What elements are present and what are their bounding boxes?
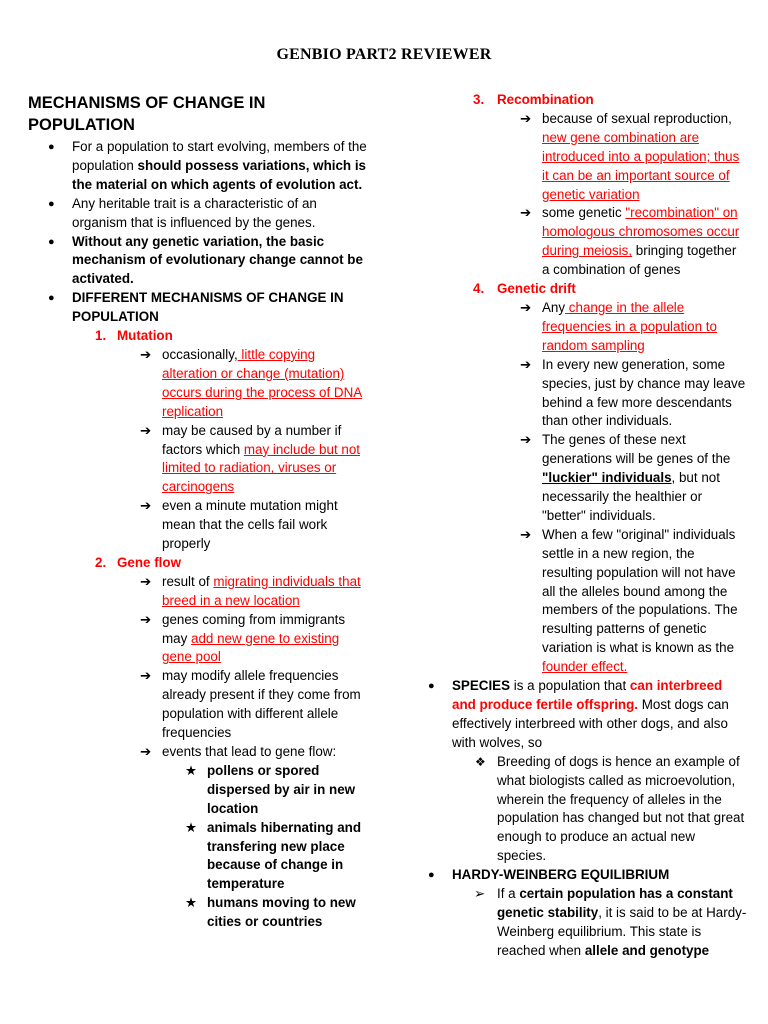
item-label: Gene flow [117,554,181,570]
numbered-item-recombination [427,91,747,110]
star-item [28,762,368,819]
text: humans moving to new cities or countries [207,895,356,930]
text: some genetic [542,205,626,221]
bullet-icon: ● [48,141,55,153]
arrow-icon: ➔ [140,573,152,589]
bullet-icon: ● [48,235,55,248]
list-item-different-mechanisms [28,289,368,327]
text: because of sexual reproduction, [542,110,732,126]
highlight-text: founder effect. [542,659,628,675]
bold-text: allele and genotype [584,942,710,958]
numbered-item-gene-flow [28,554,368,573]
item-number: 2. [95,554,107,570]
numbered-item-genetic-drift [427,280,747,299]
arrow-icon: ➔ [520,432,532,448]
triangle-arrow-icon: ➢ [474,886,486,902]
highlight-text: change in the allele frequencies in a population to random sampling [542,299,717,353]
text: is a population that [510,678,630,694]
text: may modify allele frequencies already present if they come from population with different allele frequencies [162,668,361,741]
sub-item [28,422,368,498]
text: animals hibernating and transfering new place because of change in temperature [207,819,362,892]
diamond-icon: ❖ [475,754,486,769]
star-icon: ★ [185,895,198,911]
text: HARDY-WEINBERG EQUILIBRIUM [452,867,670,883]
arrow-icon: ➔ [140,422,152,438]
numbered-item-mutation [28,327,368,346]
heading-line-1: MECHANISMS OF CHANGE IN [28,94,266,112]
arrow-icon: ➔ [520,356,532,372]
arrow-icon: ➔ [140,498,152,514]
sub-item [28,573,368,611]
sub-item [28,346,368,422]
star-icon: ★ [185,819,198,835]
sub-item [427,356,747,432]
sub-item [427,110,747,205]
highlight-text: migrating individuals that breed in a new location [162,573,361,608]
bold-text: SPECIES [452,678,511,694]
left-column [28,92,368,932]
item-number: 1. [95,328,107,344]
heading-line-2: POPULATION [28,116,135,134]
sub-item [427,299,747,356]
item-label: Recombination [497,92,594,107]
arrow-icon: ➔ [140,744,152,759]
arrow-icon: ➔ [140,346,152,362]
text: , but not necessarily the healthier or "better" individuals. [542,470,720,523]
text: result of [162,573,214,589]
bold-text: certain population has a constant genetic stability [497,886,733,920]
list-item-hardy-weinberg [427,866,747,885]
text: Most dogs can effectively interbreed with other dogs, and also with wolves, so [452,697,729,750]
highlight-text: add new gene to existing gene pool [162,630,340,665]
highlight-text: little copying alteration or change (mutation) occurs during the process of DNA replication [162,346,363,419]
list-item-variations [28,138,368,195]
sub-item [28,743,368,762]
text: Any heritable trait is a characteristic of an organism that is influenced by the genes. [72,195,317,230]
item-number: 3. [473,92,485,107]
text: events that lead to gene flow: [162,744,337,759]
text: pollens or spored dispersed by air in new location [207,762,356,816]
text: For a population to start evolving, members of the population [72,139,367,173]
sub-item [28,611,368,668]
text: Without any genetic variation, the basic mechanism of evolutionary change cannot be activated. [72,233,363,287]
sub-item [28,667,368,743]
text: , it is said to be at Hardy-Weinberg equilibrium. This state is reached when [497,904,747,958]
text: bringing together a combination of genes [542,243,737,278]
list-item-heritable-trait [28,195,368,233]
text: DIFFERENT MECHANISMS OF CHANGE IN POPULATION [72,290,344,325]
item-number: 4. [473,281,485,297]
star-item [28,894,368,932]
text: When a few "original" individuals settle in a new region, the resulting population will not have all the alleles bound among the members of the populations. The resulting patterns of genetic variation is what is known as the [542,526,738,656]
text: genes coming from immigrants may [162,611,346,646]
list-item-genetic-variation [28,233,368,290]
text: Breeding of dogs is hence an example of what biologists called as microevolution, wherein the frequency of alleles in the population has changed but not that great enough to produce an actual new species. [497,753,745,864]
highlight-text: may include but not limited to radiation, viruses or carcinogens [162,441,360,495]
sub-item [427,204,747,280]
arrow-icon: ➔ [140,668,152,684]
triangle-item [427,885,747,961]
sub-item [427,431,747,526]
item-label: Genetic drift [497,281,576,297]
bold-text: "luckier" individuals [542,470,672,486]
arrow-icon: ➔ [520,299,532,315]
text: If a [497,886,520,902]
arrow-icon: ➔ [520,526,532,542]
document-title: GENBIO PART2 REVIEWER [276,46,492,63]
right-column [427,91,747,961]
star-icon: ★ [185,762,198,778]
highlight-text: "recombination" on homologous chromosomes occur during meiosis, [542,205,740,259]
bullet-icon: ● [428,869,435,882]
sub-item [427,526,747,677]
bullet-icon: ● [48,292,55,305]
text: even a minute mutation might mean that the cells fail work properly [162,498,338,552]
highlight-text: new gene combination are introduced into a population; thus it can be an important source of genetic variation [542,129,740,202]
arrow-icon: ➔ [140,611,152,627]
sub-item [28,497,368,554]
arrow-icon: ➔ [520,110,532,126]
section-heading [28,92,368,136]
item-label: Mutation [117,328,173,344]
highlight-text: can interbreed and produce fertile offspring. [452,678,723,712]
bold-text: should possess variations, which is the material on which agents of evolution act. [72,157,366,192]
diamond-item [427,753,747,866]
list-item-species [427,677,747,753]
text: In every new generation, some species, just by chance may leave behind a few more descendants than other individuals. [542,356,746,429]
star-item [28,819,368,895]
text: may be caused by a number if factors which [162,422,342,457]
text: The genes of these next generations will be genes of the [542,432,731,467]
bullet-icon: ● [428,680,435,693]
text: Any [542,299,566,315]
text: occasionally, [162,346,238,362]
bullet-icon: ● [48,197,55,210]
arrow-icon: ➔ [520,205,532,221]
